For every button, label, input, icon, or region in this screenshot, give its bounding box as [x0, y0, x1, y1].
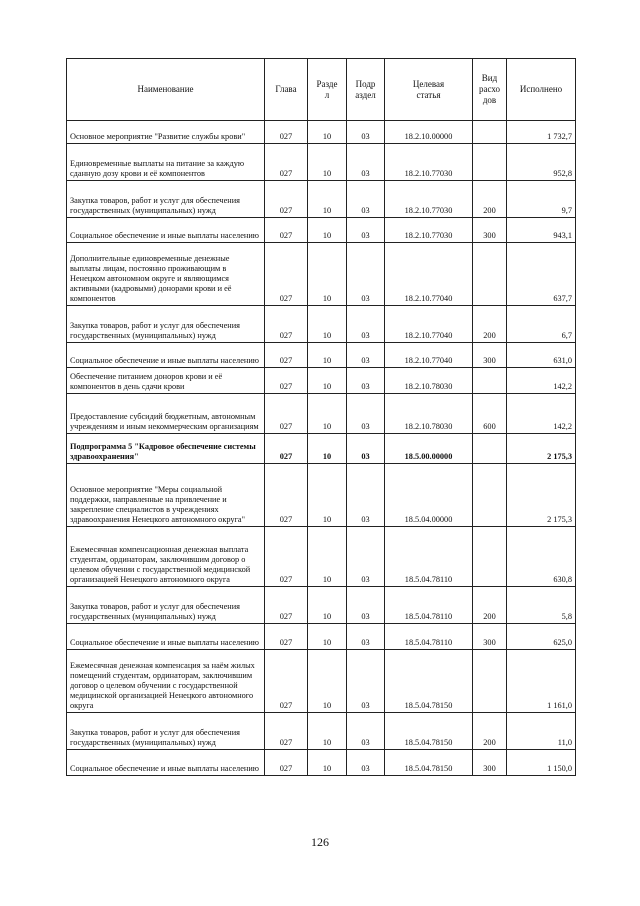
row-executed: 9,7	[507, 181, 576, 218]
row-executed: 637,7	[507, 243, 576, 306]
row-target: 18.2.10.77030	[385, 181, 473, 218]
row-glava: 027	[265, 434, 308, 464]
row-vid: 200	[473, 587, 507, 624]
row-executed: 943,1	[507, 218, 576, 243]
row-name: Обеспечение питанием доноров крови и её компонентов в день сдачи крови	[67, 368, 265, 394]
row-podrazdel: 03	[347, 464, 385, 527]
row-name: Социальное обеспечение и иные выплаты населению	[67, 343, 265, 368]
row-vid: 200	[473, 713, 507, 750]
header-glava: Глава	[265, 59, 308, 121]
row-podrazdel: 03	[347, 343, 385, 368]
table-row	[67, 243, 576, 306]
row-glava: 027	[265, 464, 308, 527]
row-executed: 631,0	[507, 343, 576, 368]
row-podrazdel: 03	[347, 650, 385, 713]
row-name: Единовременные выплаты на питание за каждую сданную дозу крови и её компонентов	[67, 144, 265, 181]
row-razdel: 10	[308, 121, 347, 144]
row-glava: 027	[265, 144, 308, 181]
row-glava: 027	[265, 368, 308, 394]
row-target: 18.2.10.77040	[385, 343, 473, 368]
row-razdel: 10	[308, 464, 347, 527]
row-razdel: 10	[308, 587, 347, 624]
row-name: Закупка товаров, работ и услуг для обеспечения государственных (муниципальных) нужд	[67, 181, 265, 218]
row-podrazdel: 03	[347, 243, 385, 306]
row-vid: 300	[473, 343, 507, 368]
row-executed: 11,0	[507, 713, 576, 750]
row-podrazdel: 03	[347, 368, 385, 394]
row-vid: 300	[473, 750, 507, 776]
row-name: Социальное обеспечение и иные выплаты населению	[67, 624, 265, 650]
row-podrazdel: 03	[347, 527, 385, 587]
table-row	[67, 527, 576, 587]
row-podrazdel: 03	[347, 624, 385, 650]
table-row	[67, 368, 576, 394]
row-glava: 027	[265, 750, 308, 776]
row-podrazdel: 03	[347, 394, 385, 434]
row-target: 18.2.10.77040	[385, 243, 473, 306]
row-executed: 630,8	[507, 527, 576, 587]
row-target: 18.2.10.00000	[385, 121, 473, 144]
row-podrazdel: 03	[347, 713, 385, 750]
table-row	[67, 144, 576, 181]
row-razdel: 10	[308, 181, 347, 218]
header-target: Целевая статья	[385, 59, 473, 121]
row-name: Социальное обеспечение и иные выплаты населению	[67, 218, 265, 243]
row-glava: 027	[265, 527, 308, 587]
row-razdel: 10	[308, 713, 347, 750]
row-target: 18.5.04.78110	[385, 624, 473, 650]
row-executed: 2 175,3	[507, 464, 576, 527]
row-name: Ежемесячная денежная компенсация за наём жилых помещений студентам, ординаторам, заключившим договор о целевом обучении с государственной медицинской организацией Ненецкого автономного округа	[67, 650, 265, 713]
row-name: Закупка товаров, работ и услуг для обеспечения государственных (муниципальных) нужд	[67, 587, 265, 624]
row-executed: 5,8	[507, 587, 576, 624]
row-vid	[473, 434, 507, 464]
row-vid	[473, 368, 507, 394]
table-row	[67, 624, 576, 650]
row-razdel: 10	[308, 243, 347, 306]
row-executed: 142,2	[507, 368, 576, 394]
table-row	[67, 218, 576, 243]
row-podrazdel: 03	[347, 434, 385, 464]
row-vid: 200	[473, 306, 507, 343]
row-target: 18.2.10.78030	[385, 394, 473, 434]
table-row	[67, 713, 576, 750]
table-body	[67, 121, 576, 776]
row-podrazdel: 03	[347, 144, 385, 181]
row-name: Закупка товаров, работ и услуг для обеспечения государственных (муниципальных) нужд	[67, 713, 265, 750]
row-podrazdel: 03	[347, 306, 385, 343]
row-razdel: 10	[308, 368, 347, 394]
page-number: 126	[311, 835, 329, 849]
row-executed: 1 732,7	[507, 121, 576, 144]
row-vid	[473, 464, 507, 527]
row-name: Социальное обеспечение и иные выплаты населению	[67, 750, 265, 776]
row-glava: 027	[265, 181, 308, 218]
row-podrazdel: 03	[347, 121, 385, 144]
row-glava: 027	[265, 713, 308, 750]
row-vid	[473, 144, 507, 181]
row-podrazdel: 03	[347, 181, 385, 218]
header-name: Наименование	[67, 59, 265, 121]
row-executed: 1 150,0	[507, 750, 576, 776]
row-razdel: 10	[308, 218, 347, 243]
table-row	[67, 464, 576, 527]
row-razdel: 10	[308, 343, 347, 368]
table-header-row	[67, 59, 576, 121]
row-razdel: 10	[308, 527, 347, 587]
row-glava: 027	[265, 306, 308, 343]
row-glava: 027	[265, 121, 308, 144]
row-name: Предоставление субсидий бюджетным, автономным учреждениям и иным некоммерческим организациям	[67, 394, 265, 434]
row-target: 18.5.04.78150	[385, 650, 473, 713]
row-vid: 600	[473, 394, 507, 434]
row-name: Ежемесячная компенсационная денежная выплата студентам, ординаторам, заключившим договор о целевом обучении с государственной медицинской организацией Ненецкого автономного округа	[67, 527, 265, 587]
row-glava: 027	[265, 243, 308, 306]
row-name: Закупка товаров, работ и услуг для обеспечения государственных (муниципальных) нужд	[67, 306, 265, 343]
row-razdel: 10	[308, 650, 347, 713]
row-executed: 6,7	[507, 306, 576, 343]
row-vid: 200	[473, 181, 507, 218]
row-executed: 1 161,0	[507, 650, 576, 713]
table-row	[67, 343, 576, 368]
row-razdel: 10	[308, 750, 347, 776]
row-razdel: 10	[308, 624, 347, 650]
row-razdel: 10	[308, 144, 347, 181]
row-name: Подпрограмма 5 "Кадровое обеспечение системы здравоохранения"	[67, 434, 265, 464]
row-podrazdel: 03	[347, 750, 385, 776]
table-row	[67, 121, 576, 144]
table-row	[67, 750, 576, 776]
row-glava: 027	[265, 394, 308, 434]
header-podrazdel: Подр аздел	[347, 59, 385, 121]
row-vid	[473, 121, 507, 144]
row-razdel: 10	[308, 434, 347, 464]
row-glava: 027	[265, 587, 308, 624]
row-vid: 300	[473, 218, 507, 243]
row-podrazdel: 03	[347, 218, 385, 243]
row-vid	[473, 243, 507, 306]
row-name: Дополнительные единовременные денежные выплаты лицам, постоянно проживающим в Ненецком автономном округе и являющимся активными (кадровыми) донорами крови и её компонентов	[67, 243, 265, 306]
row-executed: 952,8	[507, 144, 576, 181]
table-row	[67, 587, 576, 624]
row-target: 18.2.10.77030	[385, 218, 473, 243]
row-target: 18.5.04.78110	[385, 587, 473, 624]
table-row	[67, 306, 576, 343]
row-target: 18.5.00.00000	[385, 434, 473, 464]
row-glava: 027	[265, 343, 308, 368]
row-podrazdel: 03	[347, 587, 385, 624]
row-name: Основное мероприятие "Меры социальной поддержки, направленные на привлечение и закрепление специалистов в учреждениях здравоохранения Ненецкого автономного округа"	[67, 464, 265, 527]
row-target: 18.2.10.77040	[385, 306, 473, 343]
row-razdel: 10	[308, 394, 347, 434]
row-vid: 300	[473, 624, 507, 650]
table-row	[67, 181, 576, 218]
header-vid: Вид расхо дов	[473, 59, 507, 121]
header-executed: Исполнено	[507, 59, 576, 121]
row-glava: 027	[265, 218, 308, 243]
row-glava: 027	[265, 650, 308, 713]
row-target: 18.5.04.78150	[385, 713, 473, 750]
row-glava: 027	[265, 624, 308, 650]
header-razdel: Разде л	[308, 59, 347, 121]
table-row	[67, 650, 576, 713]
table-row	[67, 394, 576, 434]
row-target: 18.2.10.78030	[385, 368, 473, 394]
row-razdel: 10	[308, 306, 347, 343]
row-target: 18.5.04.00000	[385, 464, 473, 527]
row-executed: 625,0	[507, 624, 576, 650]
row-executed: 142,2	[507, 394, 576, 434]
row-target: 18.2.10.77030	[385, 144, 473, 181]
table-row	[67, 434, 576, 464]
row-target: 18.5.04.78110	[385, 527, 473, 587]
row-name: Основное мероприятие "Развитие службы крови"	[67, 121, 265, 144]
row-target: 18.5.04.78150	[385, 750, 473, 776]
row-executed: 2 175,3	[507, 434, 576, 464]
budget-table	[66, 58, 576, 776]
row-vid	[473, 650, 507, 713]
row-vid	[473, 527, 507, 587]
